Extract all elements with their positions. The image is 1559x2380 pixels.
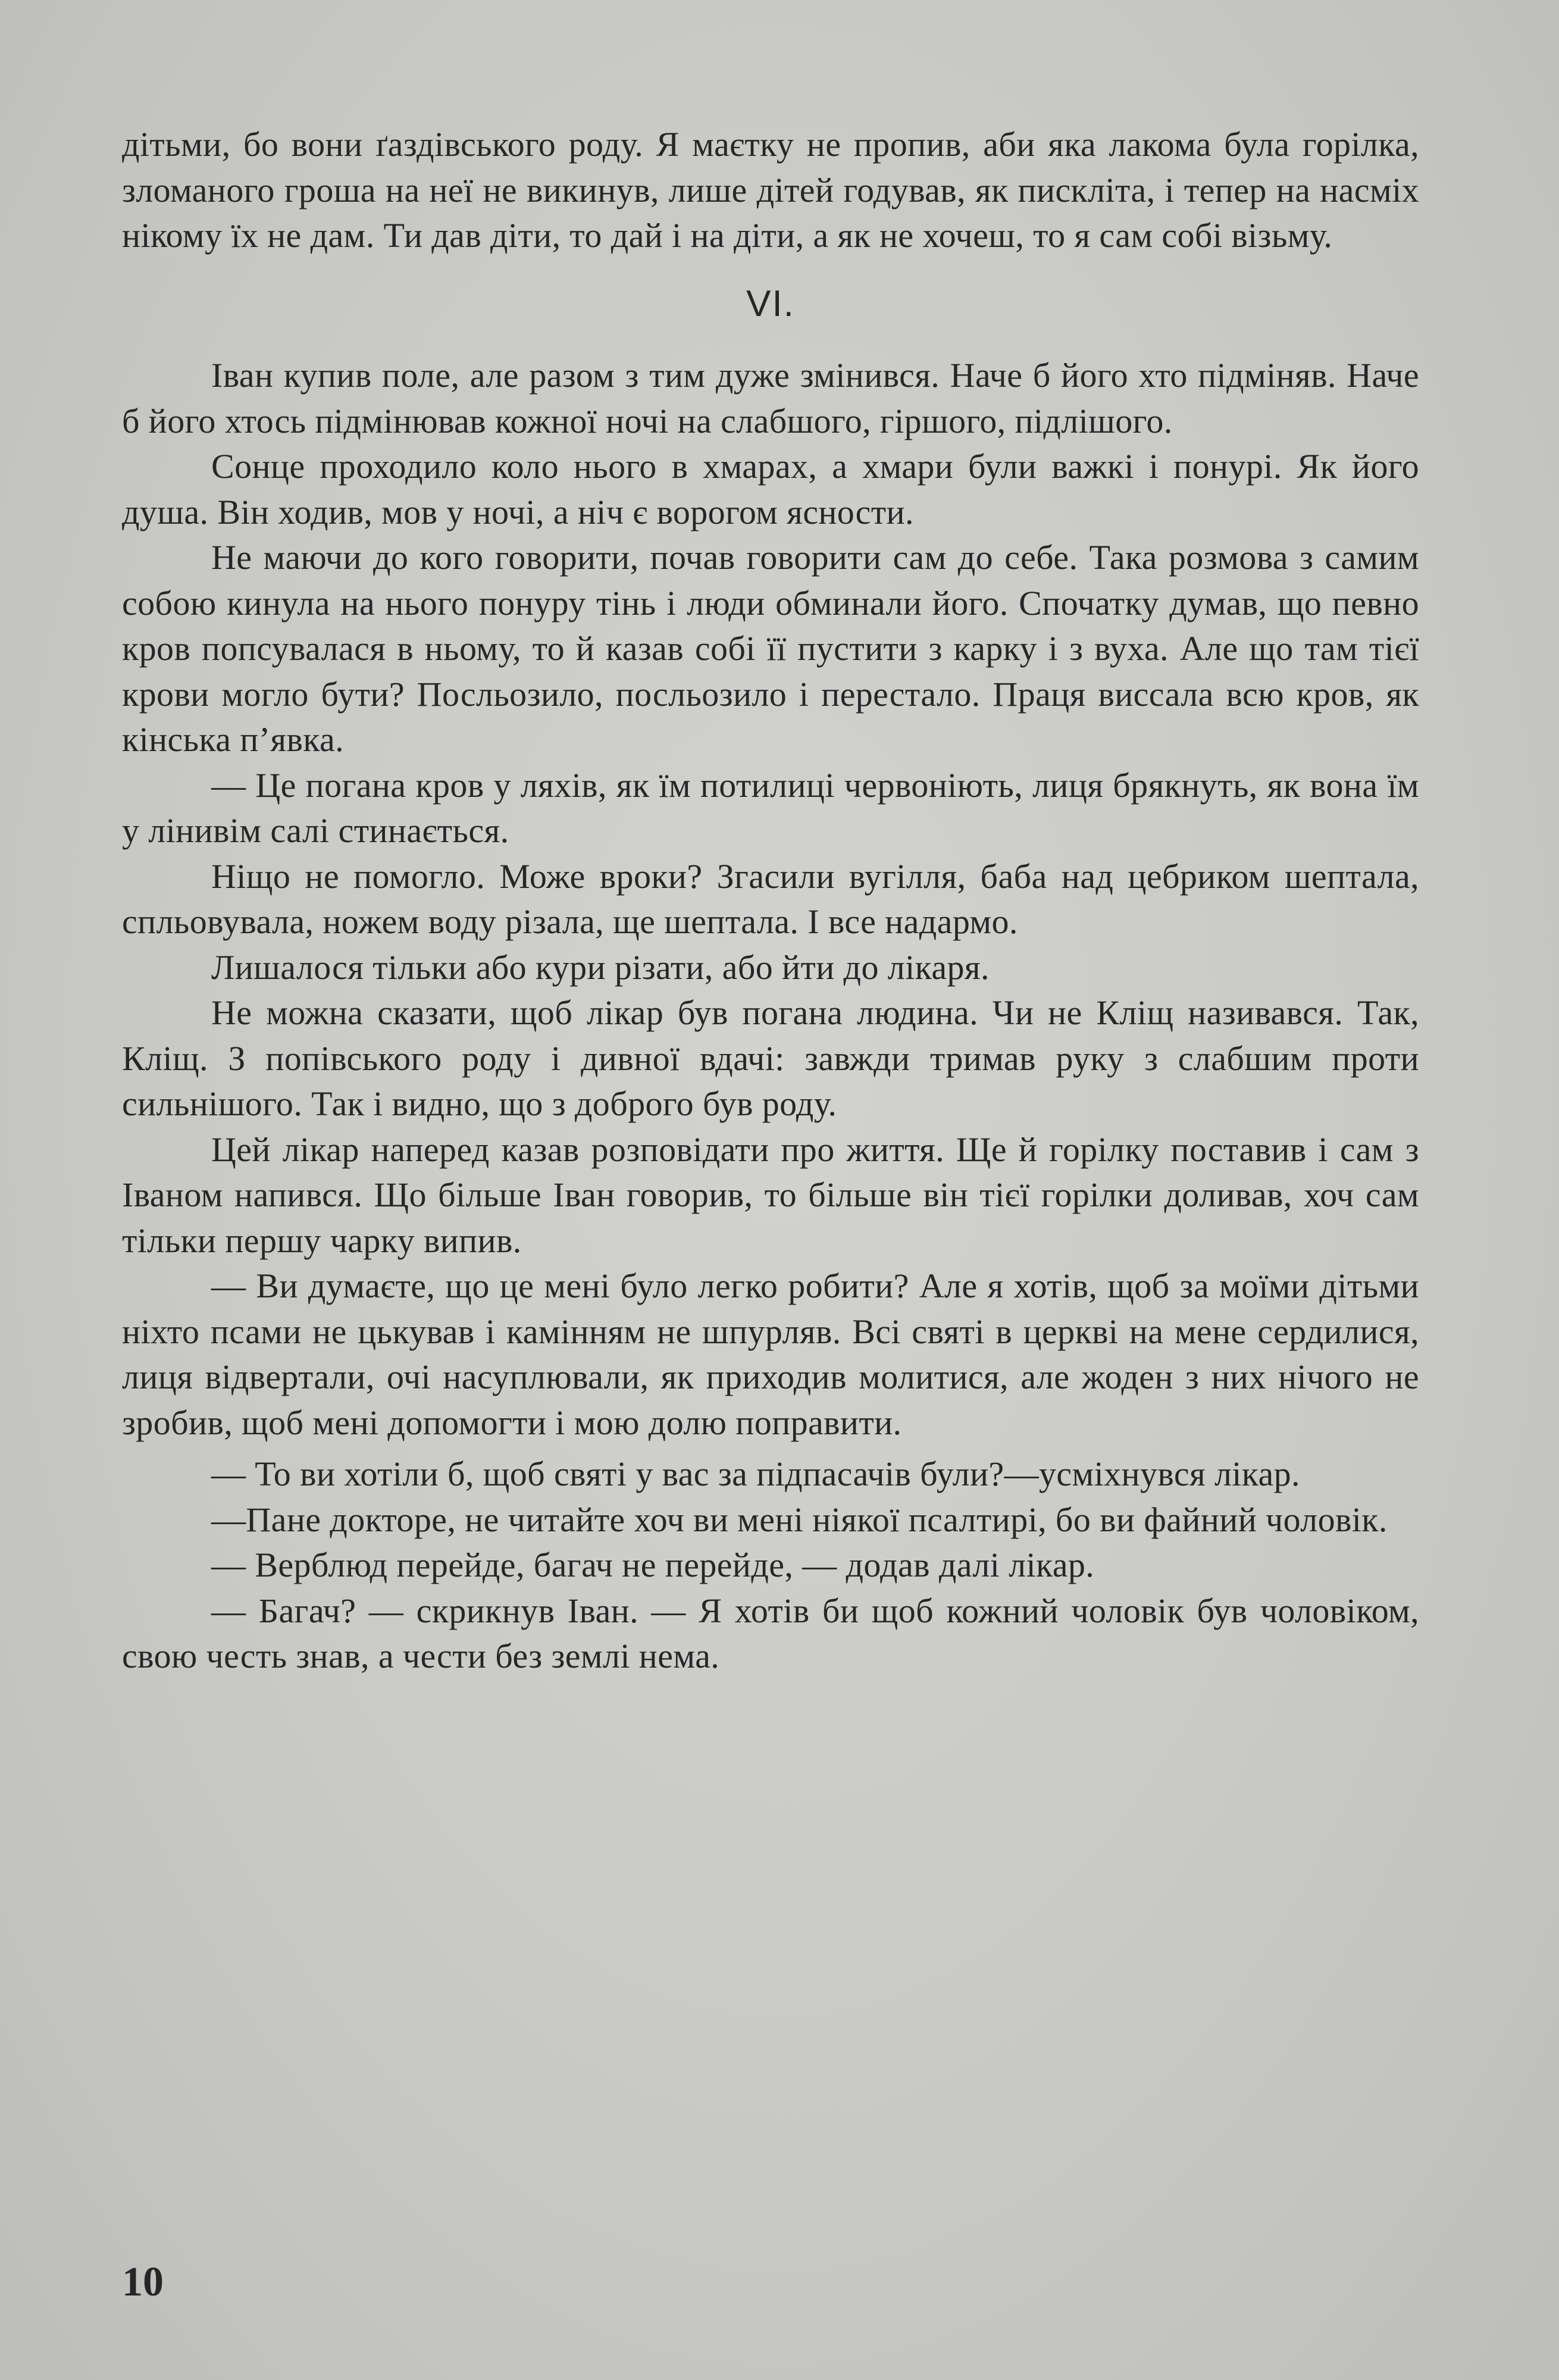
- paragraph: — Верблюд перейде, багач не перейде, — додав далі лікар.: [211, 1546, 1095, 1584]
- paragraph: Сонце проходило коло нього в хмарах, а хмари були важкі і понурі. Як його душа. Він ходив, мов у ночі, а ніч є ворогом ясности.: [122, 447, 1419, 531]
- page-number: 10: [122, 2259, 164, 2305]
- paragraph: — Багач? — скрикнув Іван. — Я хотів би щоб кожний чоловік був чоловіком, свою честь знав, а чести без землі нема.: [122, 1591, 1419, 1675]
- paragraph: — То ви хотіли б, щоб святі у вас за підпасачів були?—усміхнувся лікар.: [211, 1455, 1300, 1493]
- paragraph: Іван купив поле, але разом з тим дуже змінився. Наче б його хто підміняв. Наче б його хтось підмінював кожної ночі на слабшого, гіршого, підлішого.: [122, 356, 1419, 440]
- paragraph: — Ви думаєте, що це мені було легко робити? Але я хотів, щоб за моїми дітьми ніхто псами не цькував і камінням не шпурляв. Всі святі в церкві на мене сердилися, лиця відвертали, очі насуплювали, як приходив молитися, але жоден з них нічого не зробив, щоб мені допомогти і мою долю поправити.: [122, 1266, 1419, 1442]
- paragraph-continued: дітьми, бо вони ґаздівського роду. Я маєтку не пропив, аби яка лакома була горілка, зломаного гроша на неї не викинув, лише дітей годував, як пискліта, і тепер на насміх нікому їх не дам. Ти дав діти, то дай і на діти, а як не хочеш, то я сам собі візьму.: [122, 125, 1419, 255]
- paragraph: Цей лікар наперед казав розповідати про життя. Ще й горілку поставив і сам з Іваном напився. Що більше Іван говорив, то більше він тієї горілки доливав, хоч сам тільки першу чарку випив.: [122, 1130, 1419, 1260]
- paragraph: Лишалося тільки або кури різати, або йти до лікаря.: [211, 947, 990, 987]
- paragraph: Не маючи до кого говорити, почав говорити сам до себе. Така розмова з самим собою кинула на нього понуру тінь і люди обминали його. Спочатку думав, що певно кров попсувалася в ньому, то й казав собі її пустити з карку і з вуха. Але що там тієї крови могло бути? Посльозило, посльозило і перестало. Праця виссала всю кров, як кінська п’явка.: [122, 538, 1419, 759]
- paragraph: — Це погана кров у ляхів, як їм потилиці червоніють, лиця брякнуть, як вона їм у лінивім салі стинається.: [122, 765, 1419, 850]
- paragraph: Не можна сказати, щоб лікар був погана людина. Чи не Кліщ називався. Так, Кліщ. З попівського роду і дивної вдачі: завжди тримав руку з слабшим проти сильнішого. Так і видно, що з доброго був роду.: [122, 993, 1419, 1123]
- paragraph: —Пане докторе, не читайте хоч ви мені ніякої псалтирі, бо ви файний чоловік.: [211, 1500, 1388, 1539]
- page-text: [122, 122, 1419, 1680]
- section-heading: VI.: [746, 283, 795, 324]
- paragraph: Ніщо не помогло. Може вроки? Згасили вугілля, баба над цебриком шептала, спльовувала, ножем воду різала, ще шептала. І все надармо.: [122, 856, 1419, 941]
